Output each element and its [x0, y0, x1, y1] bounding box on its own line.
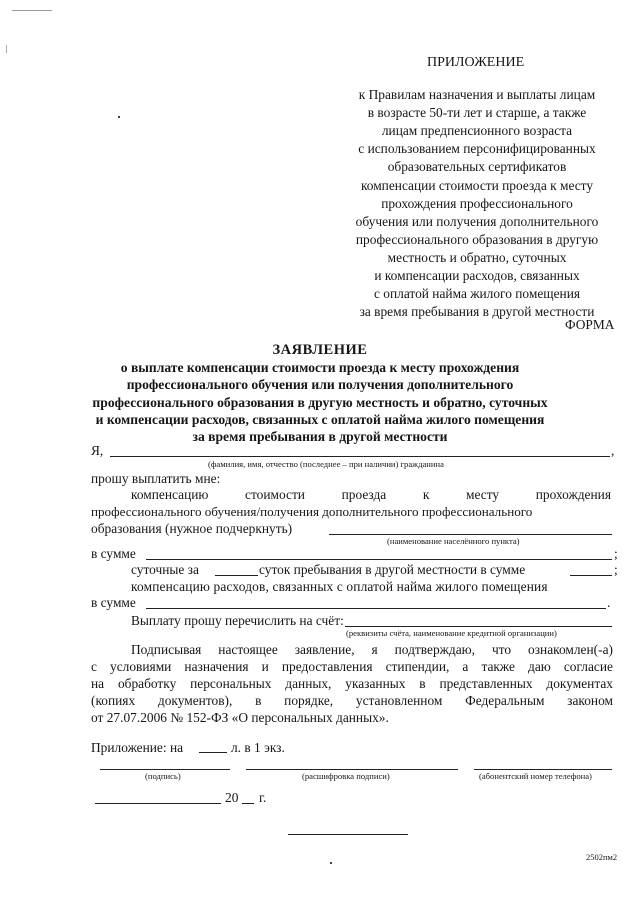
days-count-field[interactable]: [215, 575, 258, 576]
compensation-line-3: образования (нужное подчеркнуть): [91, 521, 293, 536]
year-field[interactable]: [242, 803, 254, 804]
scan-mark: [6, 45, 7, 53]
sheets-count-field[interactable]: [199, 752, 227, 753]
housing-sum-field[interactable]: [146, 608, 606, 609]
subtitle-line: за время пребывания в другой местности: [192, 429, 448, 445]
account-field[interactable]: [345, 626, 612, 627]
consent-line-4: (копиях документов), в порядке, установленном Федеральным законом: [91, 693, 613, 708]
scan-mark: [118, 116, 120, 118]
consent-line-1: Подписывая настоящее заявление, я подтверждаю, что ознакомлен(-а): [131, 642, 613, 657]
compensation-line-1: [131, 486, 611, 503]
word: проезда: [341, 487, 387, 502]
daily-sum-field[interactable]: [570, 575, 612, 576]
appendix-line: к Правилам назначения и выплаты лицам: [358, 87, 596, 102]
signature-field[interactable]: [100, 769, 230, 770]
subtitle-line: и компенсации расходов, связанных с оплатой найма жилого помещения: [95, 411, 545, 427]
housing-text: компенсацию расходов, связанных с оплатой найма жилого помещения: [131, 579, 548, 594]
applicant-caption: (фамилия, имя, отчество (последнее – при наличии) гражданина: [208, 459, 444, 469]
appendix-line: компенсации стоимости проезда к месту: [360, 177, 594, 193]
scan-mark: [12, 10, 52, 11]
signature-decode-field[interactable]: [246, 769, 458, 770]
subtitle-line: профессионального образования в другую местность и обратно, суточных: [92, 394, 548, 410]
appendix-line: с оплатой найма жилого помещения: [373, 286, 581, 302]
appendix-line: в возрасте 50-ти лет и старше, а также: [367, 105, 587, 121]
transfer-text: Выплату прошу перечислить на счёт:: [131, 613, 344, 628]
attachment-label: Приложение: на: [91, 740, 184, 755]
phone-field[interactable]: [474, 769, 612, 770]
word: к: [422, 487, 430, 502]
appendix-line: лицам предпенсионного возраста: [381, 123, 573, 139]
appendix-line: и компенсации расходов, связанных: [374, 268, 580, 283]
phone-caption: (абонентский номер телефона): [479, 771, 592, 781]
bottom-rule: [288, 834, 408, 835]
consent-line-3: на обработку персональных данных, указанных в представленных документах: [91, 676, 613, 691]
date-field[interactable]: [95, 803, 221, 804]
sum-label-2: в сумме: [91, 595, 136, 610]
request-text: прошу выплатить мне:: [91, 471, 221, 486]
scan-mark: [330, 862, 332, 864]
semicolon-2: ;: [614, 562, 618, 577]
travel-sum-field[interactable]: [146, 559, 612, 560]
subtitle-line: о выплате компенсации стоимости проезда к месту прохождения: [120, 360, 520, 375]
applicant-name-field[interactable]: [110, 456, 610, 457]
signature-decode-caption: (расшифровка подписи): [302, 771, 390, 781]
locality-caption: (наименование населённого пункта): [387, 536, 520, 546]
consent-line-5: от 27.07.2006 № 152-ФЗ «О персональных данных».: [91, 710, 389, 725]
period-1: .: [607, 595, 611, 610]
consent-line-2: с условиями назначения и предоставления стипендии, а также даю согласие: [91, 659, 613, 674]
year-prefix: 20: [225, 790, 239, 805]
daily-label-b: суток пребывания в другой местности в сумме: [259, 562, 526, 577]
applicant-suffix: ,: [611, 443, 615, 458]
word: месту: [466, 487, 500, 502]
locality-field[interactable]: [329, 534, 612, 535]
doc-code: 2502пм2: [586, 852, 618, 862]
appendix-line: за время пребывания в другой местности: [359, 304, 595, 320]
appendix-line: с использованием персонифицированных: [358, 141, 596, 157]
signature-caption: (подпись): [145, 771, 181, 781]
appendix-line: образовательных сертификатов: [387, 159, 567, 175]
word: стоимости: [245, 487, 305, 502]
compensation-line-2: профессионального обучения/получения дополнительного профессионального: [91, 504, 533, 519]
subtitle-line: профессионального обучения или получения дополнительного: [126, 377, 514, 393]
daily-label-a: суточные за: [131, 562, 199, 577]
word: компенсацию: [131, 487, 209, 502]
form-label: ФОРМА: [565, 317, 615, 332]
account-caption: (реквизиты счёта, наименование кредитной организации): [346, 628, 557, 638]
appendix-line: прохождения профессионального: [381, 195, 573, 211]
appendix-title: ПРИЛОЖЕНИЕ: [427, 55, 525, 70]
word: прохождения: [535, 487, 611, 502]
semicolon-1: ;: [614, 546, 618, 561]
appendix-line: местность и обратно, суточных: [387, 249, 567, 265]
applicant-prefix: Я,: [91, 443, 104, 458]
year-suffix: г.: [259, 790, 267, 805]
statement-title: ЗАЯВЛЕНИЕ: [272, 342, 368, 358]
appendix-line: профессионального образования в другую: [355, 231, 599, 247]
appendix-line: обучения или получения дополнительного: [355, 213, 599, 229]
attachment-suffix: л. в 1 экз.: [231, 740, 285, 755]
sum-label-1: в сумме: [91, 546, 136, 561]
